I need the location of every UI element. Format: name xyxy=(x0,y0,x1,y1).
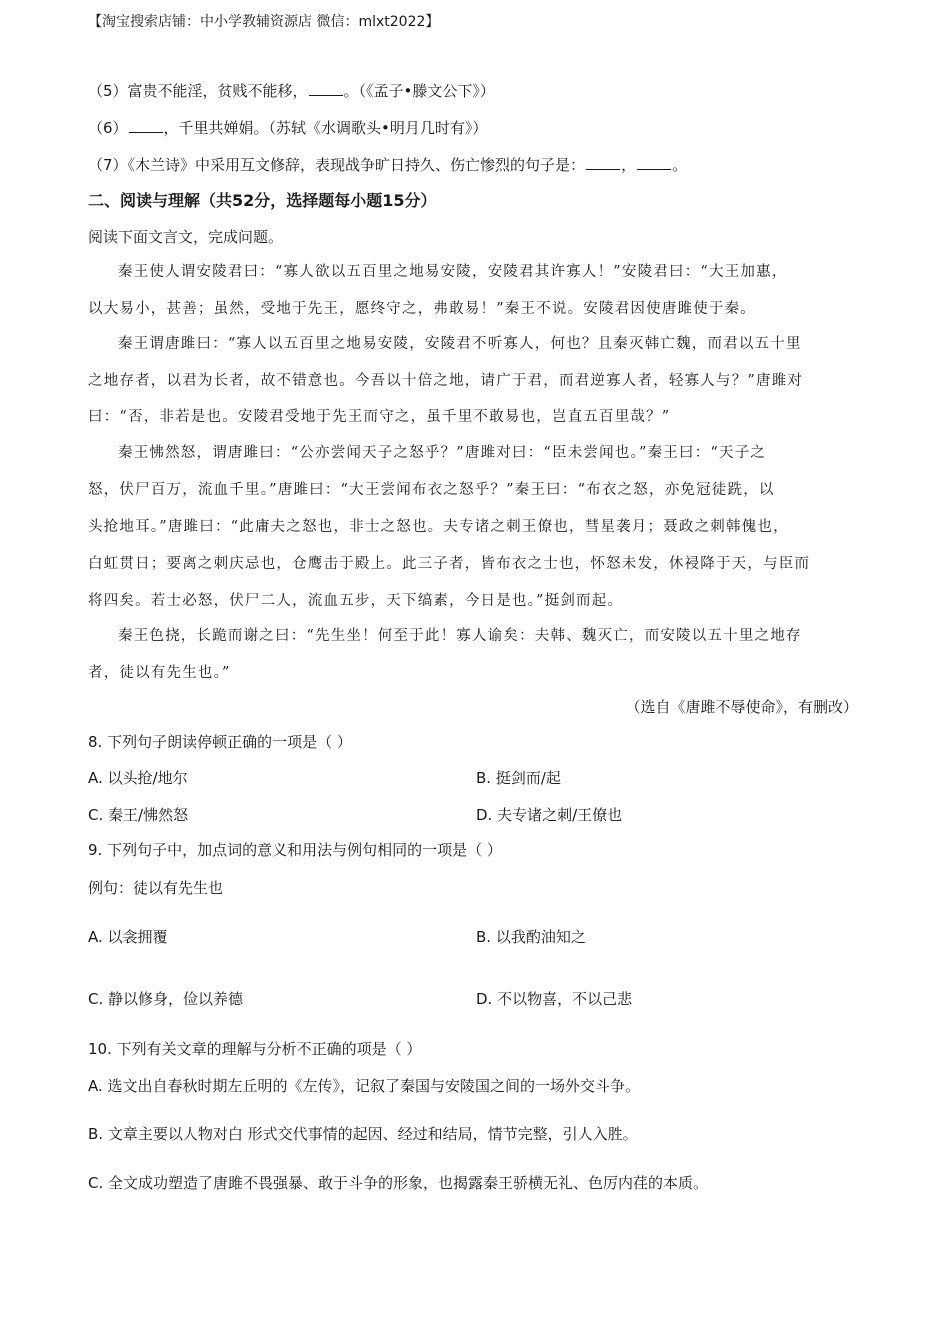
q8-option-a[interactable]: A. 以头抢/地尔 xyxy=(88,769,188,787)
q10-option-a[interactable]: A. 选文出自春秋时期左丘明的《左传》，记叙了秦国与安陵国之间的一场外交斗争。 xyxy=(88,1077,641,1095)
section-2-title: 二、阅读与理解（共52分，选择题每小题15分） xyxy=(88,191,437,210)
q9-option-d[interactable]: D. 不以物喜，不以己悲 xyxy=(476,990,633,1008)
q9-option-a[interactable]: A. 以衾拥覆 xyxy=(88,928,168,946)
passage-line: 秦王谓唐雎曰：“寡人以五百里之地易安陵，安陵君不听寡人，何也？且秦灭韩亡魏，而君以五十里 xyxy=(118,336,802,352)
passage-line: 曰：“否，非若是也。安陵君受地于先王而守之，虽千里不敢易也，岂直五百里哉？” xyxy=(88,409,671,425)
fill-item-6 xyxy=(88,117,487,139)
passage-line: 白虹贯日；要离之刺庆忌也，仓鹰击于殿上。此三子者，皆布衣之士也，怀怒未发，休祲降于天，与臣而 xyxy=(88,556,811,572)
q10-stem: 10. 下列有关文章的理解与分析不正确的项是（ ） xyxy=(88,1040,422,1058)
fill-item-5-text-b: 。（《孟子•滕文公下》） xyxy=(343,82,495,100)
q8-stem: 8. 下列句子朗读停顿正确的一项是（ ） xyxy=(88,733,352,751)
fill-item-7-text-c: 。 xyxy=(672,156,688,174)
q9-option-c[interactable]: C. 静以修身，俭以养德 xyxy=(88,990,244,1008)
q8-option-b[interactable]: B. 挺剑而/起 xyxy=(476,769,561,787)
q9-example: 例句：徒以有先生也 xyxy=(88,879,224,897)
blank-7b[interactable] xyxy=(637,156,671,170)
fill-item-7-text-b: ， xyxy=(621,156,637,174)
passage-source: （选自《唐雎不辱使命》，有删改） xyxy=(625,698,858,716)
passage-line: 以大易小，甚善；虽然，受地于先王，愿终守之，弗敢易！”秦王不说。安陵君因使唐雎使于秦。 xyxy=(88,301,757,317)
store-header: 【淘宝搜索店铺：中小学教辅资源店 微信：mlxt2022】 xyxy=(88,14,440,30)
q8-option-d[interactable]: D. 夫专诸之刺/王僚也 xyxy=(476,806,623,824)
passage-line: 将四矣。若士必怒，伏尸二人，流血五步，天下缟素，今日是也。”挺剑而起。 xyxy=(88,593,624,609)
passage-line: 头抢地耳。”唐雎曰：“此庸夫之怒也，非士之怒也。夫专诸之刺王僚也，彗星袭月；聂政之刺韩傀也， xyxy=(88,519,789,535)
passage-line: 秦王怫然怒，谓唐雎曰：“公亦尝闻天子之怒乎？”唐雎对曰：“臣未尝闻也。”秦王曰：“天子之 xyxy=(118,445,767,461)
q10-option-c[interactable]: C. 全文成功塑造了唐雎不畏强暴、敢于斗争的形象，也揭露秦王骄横无礼、色厉内荏的本质。 xyxy=(88,1174,709,1192)
section-2-instruction: 阅读下面文言文，完成问题。 xyxy=(88,228,284,246)
fill-item-7-text-a: （7）《木兰诗》中采用互文修辞，表现战争旷日持久、伤亡惨烈的句子是： xyxy=(88,156,586,174)
blank-6[interactable] xyxy=(129,119,163,133)
passage-line: 秦王使人谓安陵君曰：“寡人欲以五百里之地易安陵，安陵君其许寡人！”安陵君曰：“大王加惠， xyxy=(118,264,788,280)
fill-item-7 xyxy=(88,154,687,176)
fill-item-5 xyxy=(88,80,495,102)
q10-option-b[interactable]: B. 文章主要以人物对白 形式交代事情的起因、经过和结局，情节完整，引人入胜。 xyxy=(88,1125,638,1143)
q9-stem: 9. 下列句子中，加点词的意义和用法与例句相同的一项是（ ） xyxy=(88,841,502,859)
passage-line: 怒，伏尸百万，流血千里。”唐雎曰：“大王尝闻布衣之怒乎？”秦王曰：“布衣之怒，亦免冠徒跣，以 xyxy=(88,482,775,498)
fill-item-6-text-a: （6） xyxy=(88,119,128,137)
blank-5[interactable] xyxy=(309,82,343,96)
q9-option-b[interactable]: B. 以我酌油知之 xyxy=(476,928,586,946)
fill-item-6-text-b: ，千里共婵娟。（苏轼《水调歌头•明月几时有》） xyxy=(163,119,488,137)
blank-7a[interactable] xyxy=(586,156,620,170)
passage-line: 秦王色挠，长跪而谢之曰：“先生坐！何至于此！寡人谕矣：夫韩、魏灭亡，而安陵以五十里之地存 xyxy=(118,628,802,644)
passage-line: 者，徒以有先生也。” xyxy=(88,665,231,681)
fill-item-5-text-a: （5）富贵不能淫，贫贱不能移， xyxy=(88,82,308,100)
q8-option-c[interactable]: C. 秦王/怫然怒 xyxy=(88,806,189,824)
passage-line: 之地存者，以君为长者，故不错意也。今吾以十倍之地，请广于君，而君逆寡人者，轻寡人与？”唐雎对 xyxy=(88,373,804,389)
